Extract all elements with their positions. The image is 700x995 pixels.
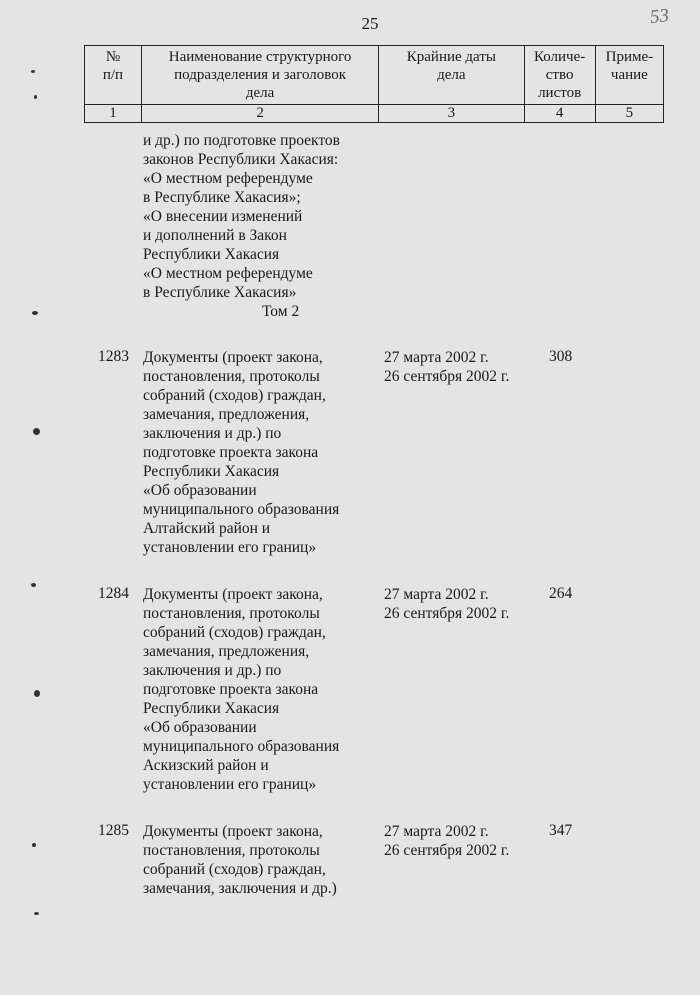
entry-title: Документы (проект закона, постановления, протоколы собраний (сходов) граждан, замечания, заключения и др.) — [143, 823, 337, 897]
header-col-number: № п/п — [85, 46, 142, 105]
entry-sheet-count: 264 — [549, 585, 573, 602]
entry-dates: 27 марта 2002 г. 26 сентября 2002 г. — [384, 349, 510, 385]
entry-sheet-count: 308 — [549, 348, 573, 365]
volume-label: Том 2 — [262, 303, 300, 320]
entry-sheet-count: 347 — [549, 822, 573, 839]
scan-speck — [33, 428, 40, 435]
scan-speck — [34, 95, 37, 99]
header-col-title: Наименование структурного подразделения и заголовок дела — [141, 46, 378, 105]
scan-speck — [32, 311, 38, 315]
scan-speck — [31, 583, 36, 587]
scan-speck — [34, 690, 40, 697]
entry-number: 1284 — [98, 585, 129, 602]
header-col-sheets: Количе- ство листов — [524, 46, 595, 105]
entry-number: 1283 — [98, 348, 129, 365]
scan-speck — [34, 912, 39, 915]
header-colnum-5: 5 — [595, 105, 663, 123]
page-number: 25 — [361, 14, 379, 33]
header-colnum-1: 1 — [85, 105, 142, 123]
entry-dates: 27 марта 2002 г. 26 сентября 2002 г. — [384, 823, 510, 859]
header-col-note: Приме- чание — [595, 46, 663, 105]
scan-speck — [32, 843, 36, 847]
entry-dates: 27 марта 2002 г. 26 сентября 2002 г. — [384, 586, 510, 622]
inventory-header-table — [84, 45, 664, 123]
scan-speck — [31, 70, 35, 73]
entry-title: Документы (проект закона, постановления, протоколы собраний (сходов) граждан, замечания, предложения, заключения и др.) по подготовке проекта закона Республики Хакасия «Об образовании муниципального образования Аскизский район и установлении его границ» — [143, 586, 340, 793]
header-colnum-4: 4 — [524, 105, 595, 123]
header-col-dates: Крайние даты дела — [379, 46, 524, 105]
header-colnum-2: 2 — [141, 105, 378, 123]
entry-title: Документы (проект закона, постановления, протоколы собраний (сходов) граждан, замечания, предложения, заключения и др.) по подготовке проекта закона Республики Хакасия «Об образовании муниципального образования Алтайский район и установлении его границ» — [143, 349, 340, 556]
archive-folio-mark: 53 — [648, 5, 670, 28]
continuation-text: и др.) по подготовке проектов законов Республики Хакасия: «О местном референдуме в Республике Хакасия»; «О внесении изменений и дополнений в Закон Республики Хакасия «О местном референдуме в Республике Хакасия» — [143, 132, 341, 301]
header-colnum-3: 3 — [379, 105, 524, 123]
entry-number: 1285 — [98, 822, 129, 839]
